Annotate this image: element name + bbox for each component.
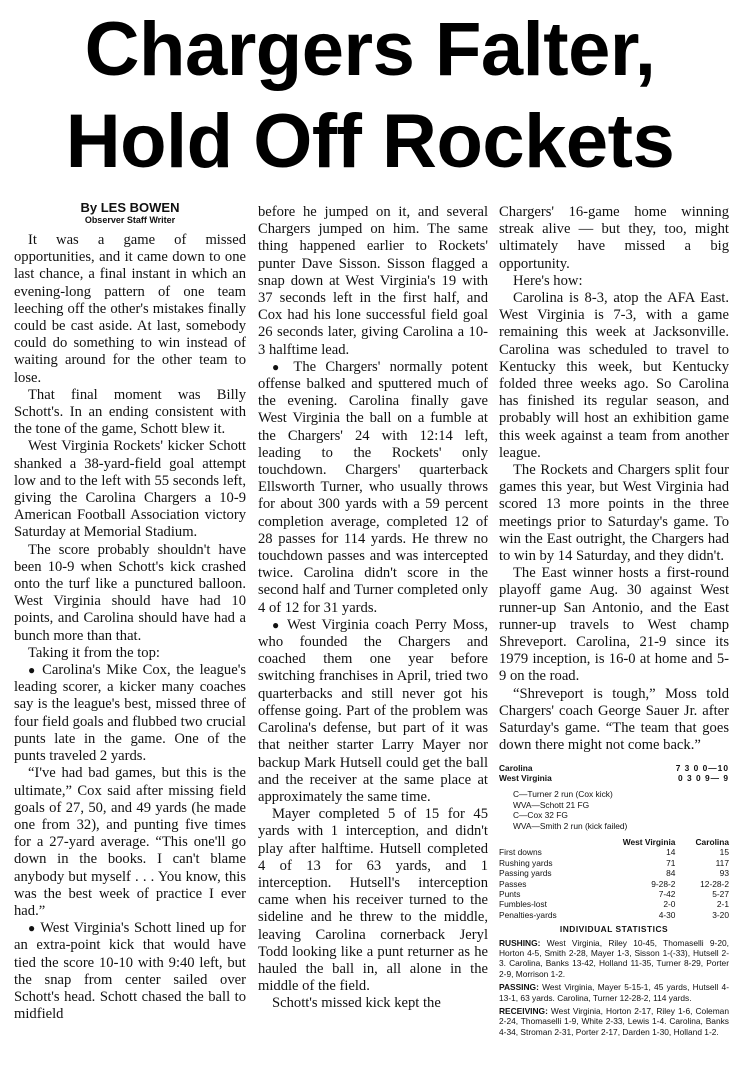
box-stats-cell: 4-30 — [658, 909, 676, 920]
bullet-paragraph: ● The Chargers' normally potent offense balked and sputtered much of the evening. Carolina finally gave West Virginia the ball on a fumble at the Chargers' 24 with 12:14 left, leading to the Rockets' only touchdown. Chargers' quarterback Ellsworth Turner, who usually throws for about 300 yards with a 59 percent completion average, completed 12 of 28 passes for 114 yards. He threw no touchdown passes and was intercepted twice. Carolina didn't score in the second half and Turner completed only 4 of 12 for 31 yards. — [258, 359, 488, 617]
box-stats-cell: 9-28-2 — [651, 878, 676, 889]
box-stats-cell: First downs — [499, 847, 542, 858]
bullet-paragraph: ● West Virginia coach Perry Moss, who founded the Chargers and coached them one year before switching franchises in April, tried two quarterbacks and still never got his offense going. Part of the problem was Carolina's defense, but part of it was that neither starter Larry Mayer nor backup Mark Hutsell could get the ball and the receiver at the same place at approximately the same time. — [258, 617, 488, 806]
paragraph: Schott's missed kick kept the — [272, 995, 441, 1012]
bullet-paragraph: ● Carolina's Mike Cox, the league's leading scorer, a kicker many coaches say is the league's best, missed three of four field goals and flubbed two crucial punts late in the game. One of the punts traveled 2 yards. — [14, 662, 246, 765]
receiving-stats — [499, 1006, 729, 1037]
passing-stats — [499, 982, 729, 1003]
box-stats-row — [499, 858, 729, 868]
paragraph: That final moment was Billy Schott's. In an ending consistent with the tone of the game, Schott blew it. — [14, 386, 246, 438]
paragraph: The Rockets and Chargers split four games this year, but West Virginia had scored 13 more points in the three meetings prior to Saturday's game. To win the East outright, the Chargers had to win by 14 Saturday, and they didn't. — [499, 462, 729, 565]
paragraph: Here's how: — [513, 272, 583, 289]
box-stats-cell: Fumbles-lost — [499, 899, 547, 910]
paragraph: before he jumped on it, and several Chargers jumped on him. The same thing happened earlier to Rockets' punter Dave Sisson. Sisson flagged a snap down at West Virginia's 19 with 37 seconds left in the first half, and Cox had his lone successful field goal 26 seconds later, giving Carolina a 10-3 halftime lead. — [258, 204, 488, 358]
box-stats-cell: 14 — [666, 847, 676, 858]
box-scoring-play: WVA—Smith 2 run (kick failed) — [513, 820, 628, 831]
passing-text: West Virginia, Mayer 5-15-1, 45 yards, Hutsell 4-13-1, 63 yards. Carolina, Turner 12-28-2, 114 yards. — [499, 982, 729, 1003]
box-stats-cell: 3-20 — [712, 909, 729, 920]
box-stats-cell: 2-0 — [663, 899, 676, 910]
box-stats-cell: 71 — [666, 857, 676, 868]
headline — [14, 4, 726, 188]
receiving-label: RECEIVING: — [499, 1006, 548, 1017]
paragraph: West Virginia Rockets' kicker Schott shanked a 38-yard-field goal attempt low and to the left with 55 seconds left, giving the Carolina Chargers a 10-9 American Football Association victory Saturday at Memorial Stadium. — [14, 438, 246, 541]
article-column-3 — [499, 204, 729, 1037]
box-stats-row — [499, 910, 729, 920]
box-team-name: West Virginia — [499, 772, 552, 783]
box-stats-cell: 12-28-2 — [700, 878, 729, 889]
paragraph: Taking it from the top: — [28, 644, 160, 661]
box-stats-header-cell: Carolina — [695, 836, 729, 847]
box-team-score: 0 3 0 9— 9 — [678, 772, 729, 783]
box-stats-header — [499, 837, 729, 847]
box-score — [499, 763, 729, 1038]
individual-stats-title: INDIVIDUAL STATISTICS — [559, 924, 669, 935]
box-stats-cell: Passing yards — [499, 868, 552, 879]
headline-line-1: Chargers Falter, — [84, 7, 656, 92]
paragraph: Mayer completed 5 of 15 for 45 yards with 1 interception, and didn't play after halftime. Hutsell completed 4 of 13 for 63 yards, and 1 interception. Hutsell's interception came when his receiver turned to the sideline and he threw to the middle, leaving Carolina cornerback Jeryl Todd looking like a punt returner as he hauled the ball in, all alone in the middle of the field. — [258, 806, 488, 995]
headline-line-2: Hold Off Rockets — [65, 99, 675, 184]
box-stats-row — [499, 889, 729, 899]
box-scoring-summary — [499, 789, 729, 831]
box-team-stats — [499, 837, 729, 920]
box-stats-cell: 93 — [719, 868, 729, 879]
box-stats-cell: Passes — [499, 878, 527, 889]
box-team-name: Carolina — [499, 762, 533, 773]
box-stats-row — [499, 868, 729, 878]
box-stats-row — [499, 879, 729, 889]
rushing-label: RUSHING: — [499, 937, 541, 948]
paragraph: The score probably shouldn't have been 10-9 when Schott's kick crashed onto the turf like a punctured balloon. West Virginia should have had 10 points, and Carolina should have had a bunch more than that. — [14, 541, 246, 644]
passing-label: PASSING: — [499, 982, 539, 993]
box-stats-cell: Rushing yards — [499, 857, 553, 868]
box-scoring-play: C—Turner 2 run (Cox kick) — [513, 789, 613, 800]
paragraph: Chargers' 16-game home winning streak alive — but they, too, might ultimately have missed a big opportunity. — [499, 204, 729, 272]
byline-name: By LES BOWEN — [80, 200, 180, 215]
box-stats-cell: 5-27 — [712, 888, 729, 899]
box-stats-header-cell: West Virginia — [622, 836, 676, 847]
receiving-text: West Virginia, Horton 2-17, Riley 1-6, Coleman 2-24, Thomaselli 1-9, White 2-33, Lewis 1-4. Carolina, Banks 4-34, Stroman 2-31, Porter 2-17, Darden 1-30, Holland 1-2. — [499, 1006, 730, 1037]
box-team-line — [499, 773, 729, 783]
box-stats-cell: 84 — [666, 868, 676, 879]
box-scoring-play: C—Cox 32 FG — [513, 810, 568, 821]
paragraph: The East winner hosts a first-round playoff game Aug. 30 against West runner-up San Antonio, and the East runner-up travels to West champ Shreveport. Carolina, 21-9 since its 1979 inception, is 16-0 at home and 5-9 on the road. — [499, 565, 729, 685]
article-column-1 — [14, 200, 246, 1023]
paragraph: “I've had bad games, but this is the ultimate,” Cox said after missing field goals of 27, 50, and 49 yards (he made one from 32), and punting five times for a 27-yard average. “This one'll go down in the books. I can't blame anybody but myself . . . You know, this was the best week of practice I ever had.” — [14, 765, 246, 919]
rushing-stats — [499, 938, 729, 980]
paragraph: It was a game of missed opportunities, and it came down to one last chance, a final instant in which an evening-long pattern of one team leeching off the other's mistakes finally could be cast aside. At last, somebody could do something to win instead of waiting around for the other team to lose. — [14, 232, 246, 386]
box-stats-row — [499, 899, 729, 909]
box-stats-cell: 117 — [715, 857, 729, 868]
box-stats-cell: 7-42 — [658, 888, 676, 899]
byline — [14, 200, 246, 226]
bullet-paragraph: ● West Virginia's Schott lined up for an extra-point kick that would have tied the score 10-10 with 9:40 left, but the snap from center sailed over Schott's head. Schott chased the ball to midfield — [14, 920, 246, 1023]
box-scoring-play: WVA—Schott 21 FG — [513, 799, 590, 810]
article-column-2 — [258, 204, 488, 1013]
box-team-score: 7 3 0 0—10 — [675, 762, 729, 773]
box-stats-cell: 15 — [719, 847, 729, 858]
box-team-line — [499, 763, 729, 773]
paragraph: Carolina is 8-3, atop the AFA East. West Virginia is 7-3, with a game remaining this week at Jacksonville. Carolina was scheduled to travel to Kentucky this week, but Kentucky folded three weeks ago. So Carolina has finished its regular season, and probably will host an exhibition game this week against a team from another league. — [499, 290, 729, 461]
box-stats-cell: Punts — [499, 888, 521, 899]
rushing-text: West Virginia, Riley 10-45, Thomaselli 9-20, Horton 4-5, Smith 2-28, Mayer 1-3, Sisson 1-(-33), Hutsell 2-3. Carolina, Banks 13-42, Holland 11-35, Turner 8-29, Porter 2-9, Morrison 1-2. — [499, 937, 729, 979]
box-stats-row — [499, 847, 729, 857]
byline-title: Observer Staff Writer — [84, 215, 176, 225]
box-stats-cell: Penalties-yards — [499, 909, 557, 920]
box-stats-cell: 2-1 — [716, 899, 729, 910]
box-stats-header-cell — [499, 837, 591, 847]
paragraph: “Shreveport is tough,” Moss told Chargers' coach George Sauer Jr. after Saturday's game. “The team that goes down there might not come back.” — [499, 685, 729, 754]
